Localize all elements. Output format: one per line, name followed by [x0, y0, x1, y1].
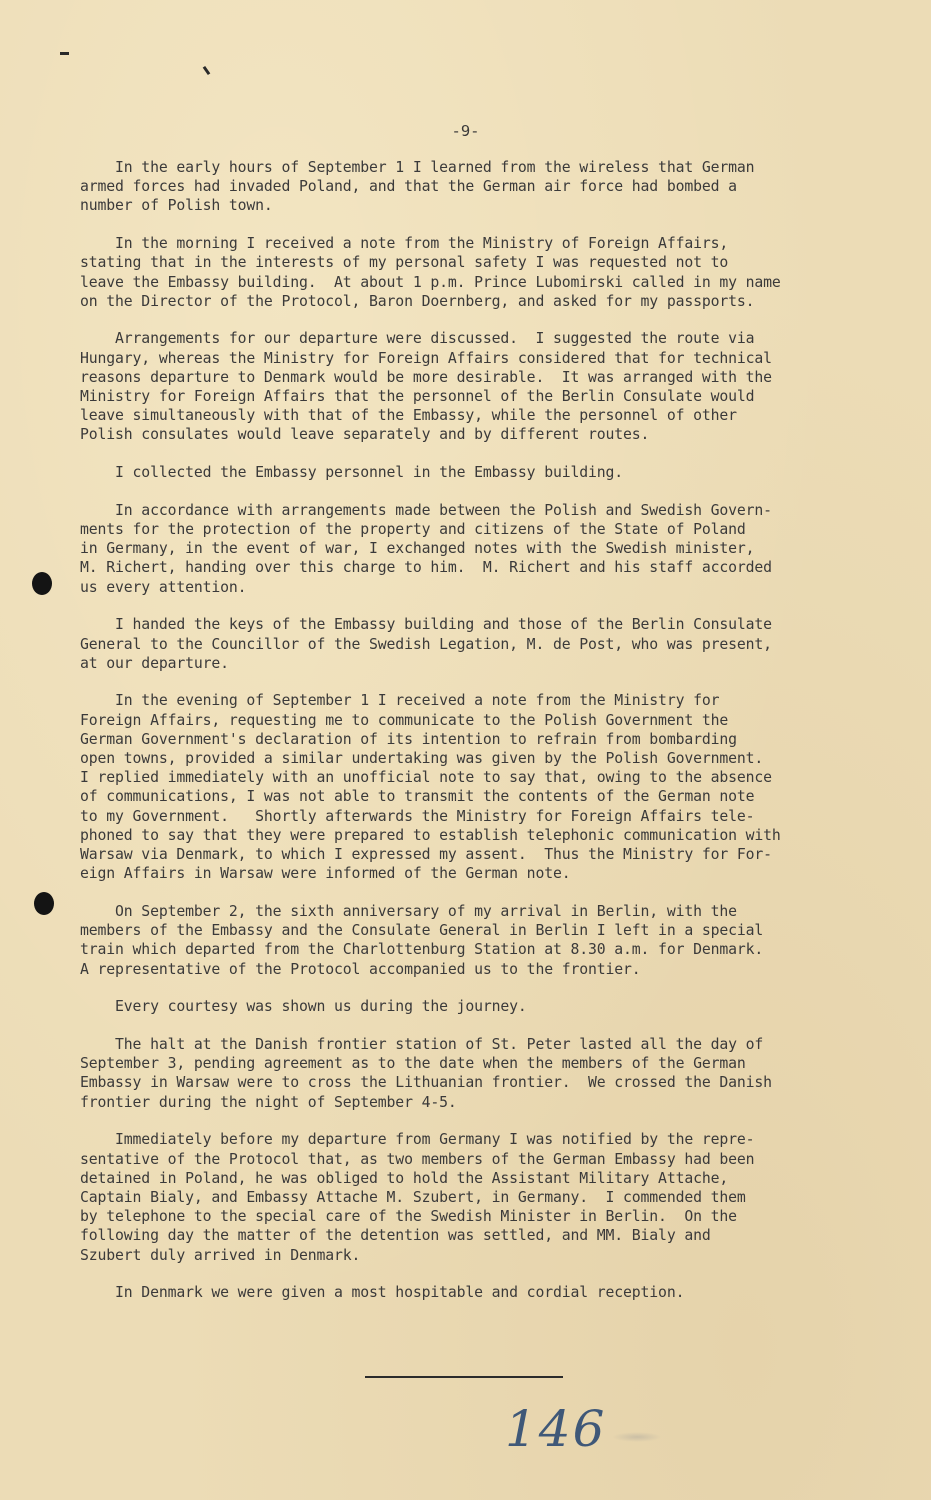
paragraph: The halt at the Danish frontier station of St. Peter lasted all the day of September 3, pending agreement as to the date when the members of the German Embassy in Warsaw were to cross the Lithuanian frontier. We crossed the Danish frontier during the night of September 4-5.	[80, 1036, 772, 1111]
paragraph: In the early hours of September 1 I learned from the wireless that German armed forces had invaded Poland, and that the German air force had bombed a number of Polish town.	[80, 159, 755, 215]
page-number: -9-	[451, 122, 480, 140]
paragraph: In the evening of September 1 I received a note from the Ministry for Foreign Affairs, requesting me to communicate to the Polish Government the German Government's declaration of its intention to refrain from bombarding open towns, provided a similar undertaking was given by the Polish Government. I replied immediately with an unofficial note to say that, owing to the absence of communications, I was not able to transmit the contents of the German note to my Government. Shortly afterwards the Ministry for Foreign Affairs tele- phoned to say that they were prepared to establish telephonic communication with Warsaw via Denmark, to which I expressed my assent. Thus the Ministry for For- eign Affairs in Warsaw were informed of the German note.	[80, 692, 781, 883]
paragraph: Arrangements for our departure were discussed. I suggested the route via Hungary, whereas the Ministry for Foreign Affairs considered that for technical reasons departure to Denmark would be more desirable. It was arranged with the Ministry for Foreign Affairs that the personnel of the Berlin Consulate would leave simultaneously with that of the Embassy, while the personnel of other Polish consulates would leave separately and by different routes.	[80, 330, 772, 444]
closing-rule	[365, 1376, 563, 1378]
paragraph: I collected the Embassy personnel in the Embassy building.	[80, 464, 624, 482]
paragraph: On September 2, the sixth anniversary of my arrival in Berlin, with the members of the Embassy and the Consulate General in Berlin I left in a special train which departed from the Charlottenburg Station at 8.30 a.m. for Denmark. A representative of the Protocol accompanied us to the frontier.	[80, 903, 764, 978]
paragraph: In the morning I received a note from the Ministry of Foreign Affairs, stating that in the interests of my personal safety I was requested not to leave the Embassy building. At about 1 p.m. Prince Lubomirski called in my name on the Director of the Protocol, Baron Doernberg, and asked for my passports.	[80, 235, 781, 310]
handwritten-page-number: 146	[505, 1400, 607, 1458]
paragraph: I handed the keys of the Embassy building and those of the Berlin Consulate General to the Councillor of the Swedish Legation, M. de Post, who was present, at our departure.	[80, 616, 772, 672]
letter-body	[80, 158, 870, 1321]
paragraph: Immediately before my departure from Germany I was notified by the repre- sentative of the Protocol that, as two members of the German Embassy had been detained in Poland, he was obliged to hold the Assistant Military Attache, Captain Bialy, and Embassy Attache M. Szubert, in Germany. I commended them by telephone to the special care of the Swedish Minister in Berlin. On the following day the matter of the detention was settled, and MM. Bialy and Szubert duly arrived in Denmark.	[80, 1131, 755, 1264]
paragraph: In accordance with arrangements made between the Polish and Swedish Govern- ments for the protection of the property and citizens of the State of Poland in Germany, in the event of war, I exchanged notes with the Swedish minister, M. Richert, handing over this charge to him. M. Richert and his staff accorded us every attention.	[80, 501, 772, 596]
paragraph: In Denmark we were given a most hospitable and cordial reception.	[80, 1284, 685, 1302]
smudge	[612, 1432, 662, 1442]
ink-mark	[203, 66, 211, 75]
punch-hole	[34, 892, 54, 915]
paragraph: Every courtesy was shown us during the journey.	[80, 998, 527, 1016]
ink-mark	[60, 52, 69, 55]
punch-hole	[32, 572, 52, 595]
